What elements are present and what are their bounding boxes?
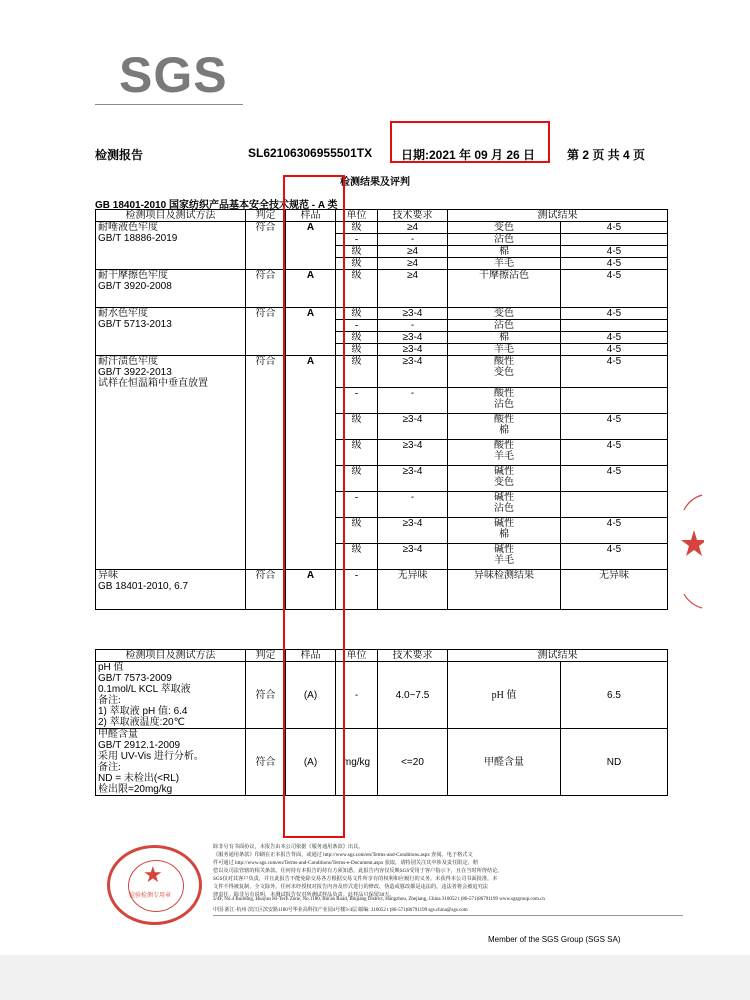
test-item-name: 耐干摩擦色牢度 (98, 270, 168, 281)
requirement-cell: ≥4 (378, 258, 448, 270)
footer-line: 除非另有书面协议，本报告由本公司依据《服务通用条款》出具。 (213, 844, 364, 850)
test-item-line: 0.1mol/L KCL 萃取液 (98, 684, 191, 695)
unit-cell: - (336, 320, 378, 332)
requirement-cell: ≥3-4 (378, 414, 448, 440)
result-value-cell (561, 388, 668, 414)
unit-cell: 级 (336, 308, 378, 320)
result-label: 羊毛 (494, 258, 514, 269)
page-number: 第 2 页 共 4 页 (567, 148, 646, 162)
unit-cell: 级 (336, 518, 378, 544)
result-label-cell (448, 320, 561, 332)
footer-line: SGS仅对其客户负责，并且此报告不能免除交易各方根据交易文件所享有的权利和应履行的义务。未获得本公司书面批准，本 (213, 876, 498, 882)
footer-line: 《服务通用条款》印刷在正本报告背面，或通过 http://www.sgs.com/en/Terms-and-Conditions.aspx 查阅。电子格式文 (213, 852, 473, 858)
result-label: 异味检测结果 (474, 570, 534, 581)
sample-cell: (A) (286, 729, 336, 796)
table-header-cell: 单位 (336, 650, 378, 662)
test-item-line: 备注: (98, 695, 121, 706)
test-method: GB 18401-2010, 6.7 (98, 581, 189, 592)
table-row (96, 729, 668, 796)
test-method: GB/T 3920-2008 (98, 281, 172, 292)
result-label-cell (448, 492, 561, 518)
test-item-line: 2) 萃取液温度:20℃ (98, 717, 185, 728)
table-header-cell: 技术要求 (378, 210, 448, 222)
unit-cell: - (336, 388, 378, 414)
result-value-cell: 4-5 (561, 222, 668, 234)
judgement-cell: 符合 (246, 570, 286, 610)
test-item-line: 甲醛含量 (98, 729, 138, 740)
test-item-cell (96, 570, 246, 610)
requirement-cell: ≥3-4 (378, 544, 448, 570)
results-table-2 (95, 649, 668, 796)
test-item-line: GB/T 2912.1-2009 (98, 740, 181, 751)
sample-cell: A (286, 356, 336, 570)
result-value-cell: 4-5 (561, 270, 668, 308)
test-item-line: 检出限=20mg/kg (98, 784, 173, 795)
table-header-cell: 技术要求 (378, 650, 448, 662)
unit-cell: - (336, 492, 378, 518)
viewer-bottom-bar (0, 955, 750, 1000)
result-label-cell (448, 246, 561, 258)
table-row (96, 222, 668, 234)
result-value-cell: 无异味 (561, 570, 668, 610)
footer-line: 件可通过 http://www.sgs.com/en/Terms-and-Conditions/Terms-e-Document.aspx 获取。请特别关注其中涉及责任限定、赔 (213, 860, 479, 866)
test-item-name: 异味 (98, 570, 118, 581)
side-stamp-fragment (680, 490, 700, 622)
section-subtitle: 检测结果及评判 (340, 177, 410, 188)
result-value-cell: 4-5 (561, 356, 668, 388)
sample-cell: A (286, 308, 336, 356)
test-item-line: 备注: (98, 762, 121, 773)
table-header-cell: 检测项目及测试方法 (96, 210, 246, 222)
result-label-cell (448, 344, 561, 356)
result-label: 酸性 (494, 440, 514, 451)
result-label-cell (448, 388, 561, 414)
sample-cell: A (286, 222, 336, 270)
result-label-cell (448, 356, 561, 388)
result-label: 碱性 (494, 492, 514, 503)
table-row (96, 356, 668, 388)
result-label-cell (448, 414, 561, 440)
footer-divider (213, 915, 683, 916)
result-label: 碱性 (494, 466, 514, 477)
result-value-cell: 4-5 (561, 440, 668, 466)
requirement-cell: - (378, 234, 448, 246)
judgement-cell: 符合 (246, 222, 286, 270)
result-value-cell: 4-5 (561, 518, 668, 544)
table-row (96, 308, 668, 320)
requirement-cell: ≥4 (378, 270, 448, 308)
test-item-cell (96, 308, 246, 356)
test-item-line: 1) 萃取液 pH 值: 6.4 (98, 706, 188, 717)
result-value-cell: 4-5 (561, 308, 668, 320)
result-sublabel: 变色 (494, 367, 514, 378)
result-label-cell (448, 308, 561, 320)
result-sublabel: 羊毛 (494, 555, 514, 566)
footer-address-en: 3/4F, No.4 Building, Huayan Hi-Tech Zone, No.1180, Bin'an Road, Binjiang District, Hangzhou, Zhejiang, China 310052 t (86-571)86791199 www.sgsgroup.com.cn (213, 897, 545, 902)
result-value-cell: 4-5 (561, 466, 668, 492)
unit-cell: 级 (336, 222, 378, 234)
requirement-cell: ≥3-4 (378, 356, 448, 388)
requirement-cell: ≥3-4 (378, 518, 448, 544)
unit-cell: 级 (336, 246, 378, 258)
result-sublabel: 棉 (499, 529, 509, 540)
judgement-cell: 符合 (246, 308, 286, 356)
test-item-line: pH 值 (98, 662, 124, 673)
table-header-cell: 样品 (286, 210, 336, 222)
result-label-cell (448, 544, 561, 570)
unit-cell: 级 (336, 440, 378, 466)
requirement-cell: ≥4 (378, 246, 448, 258)
result-sublabel: 沾色 (494, 503, 514, 514)
logo-divider (95, 104, 243, 105)
standard-title: GB 18401-2010 国家纺织产品基本安全技术规范 - A 类 (95, 200, 338, 211)
table-header-cell: 样品 (286, 650, 336, 662)
unit-cell: 级 (336, 344, 378, 356)
report-number: SL62106306955501TX (248, 146, 373, 160)
report-title: 检测报告 (95, 148, 144, 162)
result-label-cell (448, 440, 561, 466)
table-header-row (96, 210, 668, 222)
result-label: 干摩擦沾色 (479, 270, 529, 281)
seal-text: 检验检测专用章 (129, 893, 172, 899)
test-item-cell (96, 270, 246, 308)
result-label: 沾色 (494, 234, 514, 245)
unit-cell: 级 (336, 466, 378, 492)
unit-cell: 级 (336, 258, 378, 270)
sample-cell: A (286, 270, 336, 308)
result-label: 棉 (499, 332, 509, 343)
test-item-line: ND = 未检出(<RL) (98, 773, 180, 784)
test-item-cell (96, 356, 246, 570)
footer-line: 文件不得被复制，全文除外。任何未经授权对报告内容及形式进行的修改、伪造或篡改都是违法的，违法者将会被追究法 (213, 884, 488, 890)
table-header-cell: 单位 (336, 210, 378, 222)
result-value-cell: 4-5 (561, 246, 668, 258)
result-sublabel: 变色 (494, 477, 514, 488)
result-label: 酸性 (494, 356, 514, 367)
sample-cell: A (286, 570, 336, 610)
report-date: 日期:2021 年 09 月 26 日 (401, 148, 536, 162)
unit-cell: - (336, 570, 378, 610)
footer-terms (213, 843, 683, 899)
requirement-cell: - (378, 388, 448, 414)
footer-line: 偿以及司法管辖的相关条款。任何持有本报告的持有方须知悉，此报告内容仅反映SGS受用于客户指示下，且在当时所得结论。 (213, 868, 503, 874)
test-item-name: 耐水色牢度 (98, 308, 148, 319)
result-label: 碱性 (494, 544, 514, 555)
unit-cell: - (336, 662, 378, 729)
footer-address-cn: 中国·浙江·杭州·滨江区滨安路1180号华业高科技产业园4号楼3-4层 邮编: 310052 t (86-571)86791199 sgs.china@sgs.com (213, 908, 468, 913)
requirement-cell: ≥3-4 (378, 308, 448, 320)
table-header-row (96, 650, 668, 662)
unit-cell: 级 (336, 332, 378, 344)
result-value-cell (561, 234, 668, 246)
result-label-cell (448, 332, 561, 344)
table-header-cell: 测试结果 (448, 650, 668, 662)
judgement-cell: 符合 (246, 270, 286, 308)
unit-cell: mg/kg (336, 729, 378, 796)
requirement-cell: ≥3-4 (378, 332, 448, 344)
result-value-cell (561, 320, 668, 332)
sgs-logo: SGS (119, 47, 228, 103)
test-item-cell (96, 222, 246, 270)
test-item-name: 耐汗渍色牢度 (98, 356, 158, 367)
table-header-cell: 测试结果 (448, 210, 668, 222)
requirement-cell: 4.0~7.5 (378, 662, 448, 729)
requirement-cell: <=20 (378, 729, 448, 796)
result-value-cell: 4-5 (561, 332, 668, 344)
result-label: 变色 (494, 308, 514, 319)
test-item-cell (96, 729, 246, 796)
result-label: 酸性 (494, 414, 514, 425)
result-value-cell: ND (561, 729, 668, 796)
result-label-cell: pH 值 (448, 662, 561, 729)
unit-cell: 级 (336, 544, 378, 570)
result-label-cell: 甲醛含量 (448, 729, 561, 796)
result-label: 沾色 (494, 320, 514, 331)
result-label-cell (448, 570, 561, 610)
judgement-cell: 符合 (246, 729, 286, 796)
sample-cell: (A) (286, 662, 336, 729)
table-row (96, 570, 668, 610)
result-label: 羊毛 (494, 344, 514, 355)
requirement-cell: ≥3-4 (378, 344, 448, 356)
unit-cell: 级 (336, 356, 378, 388)
result-label: 酸性 (494, 388, 514, 399)
sgs-member-note: Member of the SGS Group (SGS SA) (488, 935, 621, 944)
footer-line: 律责任。除非另有说明，本测试报告仅对所测试样品负责。此样品只保留30天。 (213, 892, 395, 898)
unit-cell: - (336, 234, 378, 246)
result-value-cell: 4-5 (561, 344, 668, 356)
result-label: 碱性 (494, 518, 514, 529)
requirement-cell: ≥3-4 (378, 466, 448, 492)
result-value-cell: 4-5 (561, 544, 668, 570)
test-method: GB/T 18886-2019 (98, 233, 178, 244)
requirement-cell: ≥3-4 (378, 440, 448, 466)
result-sublabel: 羊毛 (494, 451, 514, 462)
test-item-cell (96, 662, 246, 729)
result-label-cell (448, 258, 561, 270)
results-table-1 (95, 209, 668, 610)
table-header-cell: 检测项目及测试方法 (96, 650, 246, 662)
test-note: 试样在恒温箱中垂直放置 (98, 378, 208, 389)
judgement-cell: 符合 (246, 662, 286, 729)
test-method: GB/T 3922-2013 (98, 367, 172, 378)
test-item-line: GB/T 7573-2009 (98, 673, 172, 684)
table-header-cell: 判定 (246, 210, 286, 222)
seal-star-icon: ★ (143, 862, 163, 887)
unit-cell: 级 (336, 270, 378, 308)
sample-column-highlight-box (283, 175, 345, 838)
requirement-cell: 无异味 (378, 570, 448, 610)
requirement-cell: ≥4 (378, 222, 448, 234)
test-method: GB/T 5713-2013 (98, 319, 172, 330)
result-label: 变色 (494, 222, 514, 233)
unit-cell: 级 (336, 414, 378, 440)
test-item-line: 采用 UV-Vis 进行分析。 (98, 751, 204, 762)
result-value-cell: 4-5 (561, 258, 668, 270)
result-value-cell: 6.5 (561, 662, 668, 729)
requirement-cell: - (378, 320, 448, 332)
result-label-cell (448, 466, 561, 492)
result-sublabel: 棉 (499, 425, 509, 436)
date-highlight-box (390, 121, 550, 163)
table-row (96, 662, 668, 729)
table-row (96, 270, 668, 308)
result-label-cell (448, 234, 561, 246)
test-item-name: 耐唾液色牢度 (98, 222, 158, 233)
result-label: 棉 (499, 246, 509, 257)
result-label-cell (448, 270, 561, 308)
judgement-cell: 符合 (246, 356, 286, 570)
result-label-cell (448, 518, 561, 544)
result-value-cell: 4-5 (561, 414, 668, 440)
requirement-cell: - (378, 492, 448, 518)
result-label-cell (448, 222, 561, 234)
table-header-cell: 判定 (246, 650, 286, 662)
result-value-cell (561, 492, 668, 518)
result-sublabel: 沾色 (494, 399, 514, 410)
